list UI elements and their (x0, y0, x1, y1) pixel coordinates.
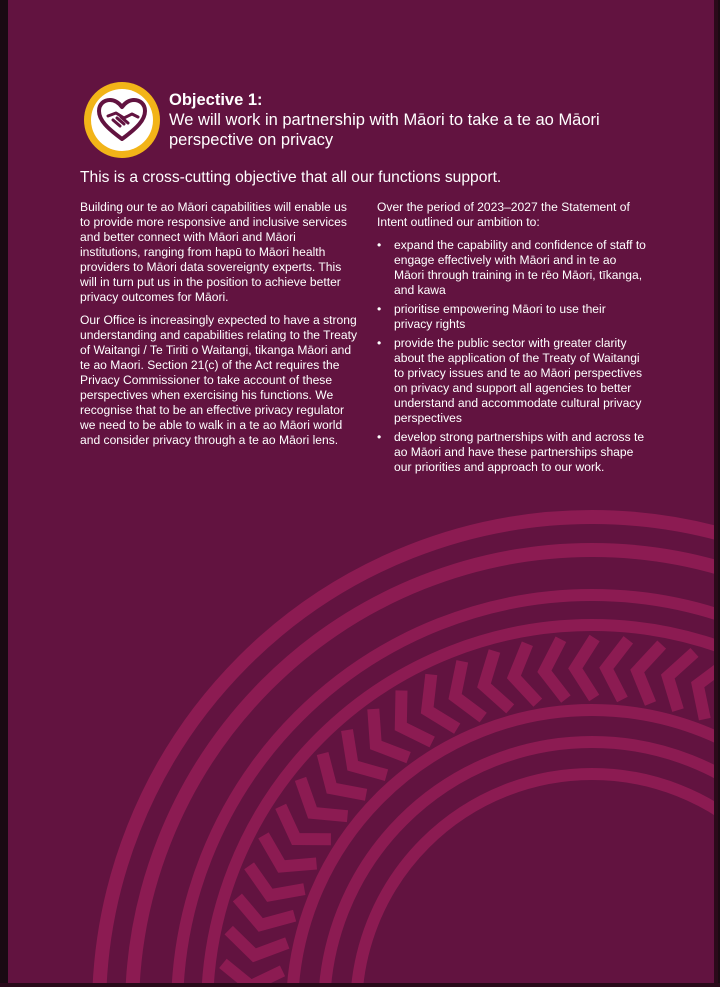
lead-statement: This is a cross-cutting objective that all our functions support. (80, 169, 502, 186)
list-item-text: develop strong partnerships with and across te ao Māori and have these partnerships shape our priorities and approach to our work. (394, 430, 645, 474)
bullet-icon: • (377, 336, 382, 350)
ambition-list (377, 238, 647, 475)
chevron-mark (323, 754, 367, 795)
left-column (80, 200, 358, 456)
right-column (377, 200, 647, 479)
bullet-icon: • (377, 302, 382, 316)
chevron-mark (575, 638, 594, 698)
intro-paragraph: Over the period of 2023–2027 the Statement of Intent outlined our ambition to: (377, 200, 630, 229)
page-edge (714, 0, 718, 987)
paragraph: Building our te ao Māori capabilities will enable us to provide more responsive and inclusive services and better connect with Māori and Māori institutions, ranging from hapū to Māori health providers to Māori data sovereignty experts. This will in turn put us in the position to achieve better privacy outcomes for Māori. (80, 200, 347, 304)
paragraph: Our Office is increasingly expected to have a strong understanding and capabilities relating to the Treaty of Waitangi / Te Tiriti o Waitangi, tikanga Māori and te ao Maori. Section 21(c) of the Act requires the Privacy Commissioner to take account of these perspectives when exercising his functions. We recognise that to be an effective privacy regulator we need to be able to walk in a te ao Māori world and consider privacy through a te ao Māori lens. (80, 313, 357, 447)
heart-handshake-icon (82, 80, 162, 160)
list-item-text: provide the public sector with greater clarity about the application of the Treaty of Waitangi to privacy issues and te ao Māori perspectives on privacy and support all agencies to better understand and accommodate cultural privacy perspectives (394, 336, 643, 425)
chevron-mark (237, 898, 294, 925)
chevron-mark (668, 652, 695, 710)
list-item (377, 336, 647, 426)
chevron-mark (455, 661, 483, 717)
list-item-text: prioritise empowering Māori to use their privacy rights (394, 302, 606, 331)
page-edge (0, 983, 720, 987)
bullet-icon: • (377, 238, 382, 252)
list-item-text: expand the capability and confidence of staff to engage effectively with Māori and in te ao Māori through training in te rēo Māori, tīkanga, and kawa (394, 238, 646, 297)
chevron-mark (544, 639, 566, 699)
chevron-mark (606, 640, 628, 700)
list-item (377, 430, 647, 475)
list-item (377, 238, 647, 298)
objective-title: We will work in partnership with Māori to take a te ao Māori perspective on privacy (169, 111, 600, 149)
objective-label: Objective 1: (169, 91, 263, 109)
list-item (377, 302, 647, 332)
document-page (8, 0, 718, 987)
chevron-mark (637, 645, 662, 704)
chevron-mark (229, 930, 288, 955)
chevron-mark (484, 651, 510, 709)
bullet-icon: • (377, 430, 382, 444)
chevron-mark (514, 644, 538, 703)
